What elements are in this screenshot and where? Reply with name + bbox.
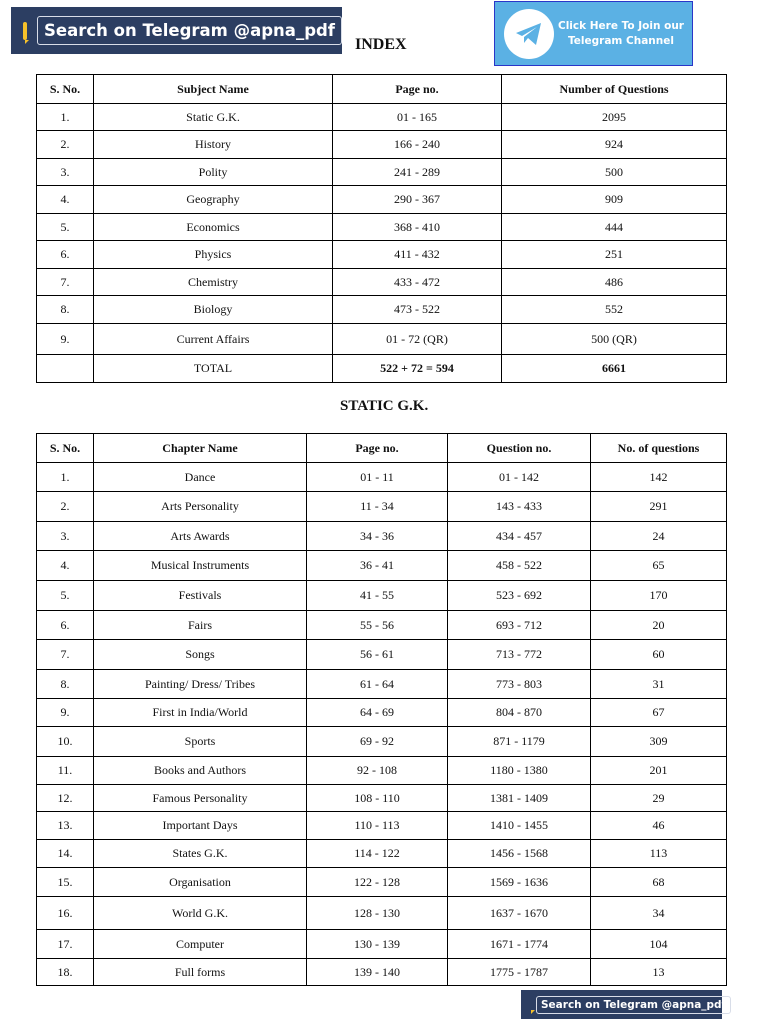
- cell-sno: 6.: [37, 241, 94, 269]
- cell-sno: 1.: [37, 463, 94, 492]
- join-channel-text: [554, 19, 692, 49]
- cell-sno: 16.: [37, 897, 94, 930]
- cell-question-range: 01 - 142: [448, 463, 591, 492]
- cell-page: 41 - 55: [307, 581, 448, 611]
- cell-page: 01 - 72 (QR): [333, 324, 502, 355]
- cell-count: 24: [591, 522, 727, 551]
- cell-subject: Polity: [94, 159, 333, 186]
- table-row: [37, 670, 727, 699]
- cell-count: 65: [591, 551, 727, 581]
- table-row: [37, 324, 727, 355]
- cell-sno: 5.: [37, 581, 94, 611]
- cell-page: 473 - 522: [333, 296, 502, 324]
- cell-total-pages: 522 + 72 = 594: [333, 355, 502, 383]
- cell-page: 61 - 64: [307, 670, 448, 699]
- cell-count: 104: [591, 930, 727, 959]
- cell-page: 36 - 41: [307, 551, 448, 581]
- cell-sno: 7.: [37, 640, 94, 670]
- cell-sno: 12.: [37, 785, 94, 812]
- cell-question-range: 143 - 433: [448, 492, 591, 522]
- cell-sno: 9.: [37, 699, 94, 727]
- cell-subject: Chemistry: [94, 269, 333, 296]
- cell-page: 166 - 240: [333, 131, 502, 159]
- cell-question-range: 1671 - 1774: [448, 930, 591, 959]
- telegram-search-banner-bottom[interactable]: [521, 990, 727, 1019]
- cell-page: 128 - 130: [307, 897, 448, 930]
- index-header-row: [37, 75, 727, 104]
- cell-count: 29: [591, 785, 727, 812]
- cell-question-range: 871 - 1179: [448, 727, 591, 757]
- cell-count: 2095: [502, 104, 727, 131]
- cell-count: 251: [502, 241, 727, 269]
- cell-subject: Physics: [94, 241, 333, 269]
- cell-count: 309: [591, 727, 727, 757]
- cell-chapter: Important Days: [94, 812, 307, 840]
- cell-sno: 7.: [37, 269, 94, 296]
- telegram-plane-icon: [504, 9, 554, 59]
- cell-page: 290 - 367: [333, 186, 502, 214]
- cell-chapter: Fairs: [94, 611, 307, 640]
- static-gk-table: [36, 433, 727, 986]
- cell-chapter: Arts Personality: [94, 492, 307, 522]
- cell-subject: Economics: [94, 214, 333, 241]
- table-row: [37, 463, 727, 492]
- cell-page: 241 - 289: [333, 159, 502, 186]
- cell-chapter: Famous Personality: [94, 785, 307, 812]
- header-sno: S. No.: [37, 75, 94, 104]
- table-row: [37, 241, 727, 269]
- cell-total-label: TOTAL: [94, 355, 333, 383]
- cell-chapter: Arts Awards: [94, 522, 307, 551]
- table-row: [37, 897, 727, 930]
- cell-count: 113: [591, 840, 727, 868]
- static-gk-title: STATIC G.K.: [340, 398, 429, 414]
- cell-sno: 10.: [37, 727, 94, 757]
- telegram-search-banner-top[interactable]: [11, 7, 342, 54]
- banner-text: Search on Telegram @apna_pdf: [37, 16, 342, 45]
- cell-sno: 4.: [37, 551, 94, 581]
- table-row: [37, 959, 727, 986]
- cell-subject: History: [94, 131, 333, 159]
- cell-page: 01 - 165: [333, 104, 502, 131]
- cell-question-range: 1410 - 1455: [448, 812, 591, 840]
- cell-sno: 13.: [37, 812, 94, 840]
- table-row: [37, 757, 727, 785]
- cell-count: 444: [502, 214, 727, 241]
- cell-page: 110 - 113: [307, 812, 448, 840]
- table-row: [37, 640, 727, 670]
- cell-subject: Static G.K.: [94, 104, 333, 131]
- cell-question-range: 1381 - 1409: [448, 785, 591, 812]
- cell-sno: [37, 355, 94, 383]
- cell-count: 20: [591, 611, 727, 640]
- cell-count: 500 (QR): [502, 324, 727, 355]
- cell-sno: 15.: [37, 868, 94, 897]
- table-row: [37, 581, 727, 611]
- table-row: [37, 611, 727, 640]
- cell-count: 486: [502, 269, 727, 296]
- cell-chapter: Festivals: [94, 581, 307, 611]
- cell-count: 13: [591, 959, 727, 986]
- table-row: [37, 785, 727, 812]
- cell-sno: 6.: [37, 611, 94, 640]
- cell-question-range: 458 - 522: [448, 551, 591, 581]
- cell-sno: 2.: [37, 492, 94, 522]
- table-row: [37, 930, 727, 959]
- cell-page: 368 - 410: [333, 214, 502, 241]
- chat-bubble-icon: [23, 22, 27, 40]
- cell-question-range: 1180 - 1380: [448, 757, 591, 785]
- table-row: [37, 868, 727, 897]
- banner-text: Search on Telegram @apna_pdf: [536, 996, 731, 1014]
- table-row: [37, 269, 727, 296]
- table-row: [37, 522, 727, 551]
- cell-question-range: 773 - 803: [448, 670, 591, 699]
- table-row: [37, 214, 727, 241]
- cell-question-range: 1456 - 1568: [448, 840, 591, 868]
- cell-count: 291: [591, 492, 727, 522]
- cell-sno: 17.: [37, 930, 94, 959]
- cell-chapter: Painting/ Dress/ Tribes: [94, 670, 307, 699]
- cell-question-range: 523 - 692: [448, 581, 591, 611]
- header-page-no: Page no.: [307, 434, 448, 463]
- total-row: [37, 355, 727, 383]
- cell-total-questions: 6661: [502, 355, 727, 383]
- header-no-of-questions: No. of questions: [591, 434, 727, 463]
- cell-question-range: 1637 - 1670: [448, 897, 591, 930]
- cell-question-range: 1775 - 1787: [448, 959, 591, 986]
- cell-question-range: 434 - 457: [448, 522, 591, 551]
- cell-page: 411 - 432: [333, 241, 502, 269]
- cell-page: 122 - 128: [307, 868, 448, 897]
- table-row: [37, 840, 727, 868]
- index-title: INDEX: [355, 36, 407, 53]
- cell-chapter: World G.K.: [94, 897, 307, 930]
- cell-sno: 18.: [37, 959, 94, 986]
- cell-count: 552: [502, 296, 727, 324]
- cell-count: 34: [591, 897, 727, 930]
- cell-count: 68: [591, 868, 727, 897]
- cell-chapter: Sports: [94, 727, 307, 757]
- cell-chapter: Computer: [94, 930, 307, 959]
- cell-sno: 14.: [37, 840, 94, 868]
- cell-subject: Geography: [94, 186, 333, 214]
- cell-count: 924: [502, 131, 727, 159]
- cell-page: 55 - 56: [307, 611, 448, 640]
- cell-question-range: 713 - 772: [448, 640, 591, 670]
- cell-count: 201: [591, 757, 727, 785]
- header-sno: S. No.: [37, 434, 94, 463]
- cell-sno: 3.: [37, 522, 94, 551]
- table-row: [37, 699, 727, 727]
- header-question-no: Question no.: [448, 434, 591, 463]
- cell-question-range: 1569 - 1636: [448, 868, 591, 897]
- cell-count: 170: [591, 581, 727, 611]
- table-row: [37, 186, 727, 214]
- cell-count: 67: [591, 699, 727, 727]
- cell-page: 69 - 92: [307, 727, 448, 757]
- cell-page: 92 - 108: [307, 757, 448, 785]
- cell-page: 56 - 61: [307, 640, 448, 670]
- cell-count: 31: [591, 670, 727, 699]
- cell-chapter: First in India/World: [94, 699, 307, 727]
- cell-subject: Biology: [94, 296, 333, 324]
- table-row: [37, 492, 727, 522]
- header-subject-name: Subject Name: [94, 75, 333, 104]
- header-number-of-questions: Number of Questions: [502, 75, 727, 104]
- cell-count: 500: [502, 159, 727, 186]
- cell-question-range: 693 - 712: [448, 611, 591, 640]
- table-row: [37, 727, 727, 757]
- cell-chapter: Full forms: [94, 959, 307, 986]
- cell-sno: 8.: [37, 296, 94, 324]
- cell-page: 108 - 110: [307, 785, 448, 812]
- table-row: [37, 551, 727, 581]
- table-row: [37, 296, 727, 324]
- cell-count: 142: [591, 463, 727, 492]
- cell-chapter: Songs: [94, 640, 307, 670]
- join-line-1: Click Here To Join our: [558, 19, 684, 32]
- cell-chapter: Organisation: [94, 868, 307, 897]
- table-row: [37, 812, 727, 840]
- cell-page: 11 - 34: [307, 492, 448, 522]
- cell-sno: 2.: [37, 131, 94, 159]
- static-header-row: [37, 434, 727, 463]
- cell-sno: 8.: [37, 670, 94, 699]
- cell-chapter: Books and Authors: [94, 757, 307, 785]
- cell-chapter: Dance: [94, 463, 307, 492]
- cell-sno: 5.: [37, 214, 94, 241]
- table-row: [37, 104, 727, 131]
- join-telegram-channel-button[interactable]: [494, 1, 693, 66]
- cell-sno: 11.: [37, 757, 94, 785]
- cell-question-range: 804 - 870: [448, 699, 591, 727]
- cell-page: 139 - 140: [307, 959, 448, 986]
- cell-page: 01 - 11: [307, 463, 448, 492]
- cell-page: 34 - 36: [307, 522, 448, 551]
- cell-page: 64 - 69: [307, 699, 448, 727]
- cell-count: 46: [591, 812, 727, 840]
- cell-count: 60: [591, 640, 727, 670]
- cell-sno: 1.: [37, 104, 94, 131]
- index-table: [36, 74, 727, 383]
- cell-sno: 4.: [37, 186, 94, 214]
- cell-page: 114 - 122: [307, 840, 448, 868]
- table-row: [37, 131, 727, 159]
- cell-sno: 3.: [37, 159, 94, 186]
- table-row: [37, 159, 727, 186]
- cell-page: 433 - 472: [333, 269, 502, 296]
- cell-chapter: Musical Instruments: [94, 551, 307, 581]
- cell-sno: 9.: [37, 324, 94, 355]
- header-page-no: Page no.: [333, 75, 502, 104]
- cell-count: 909: [502, 186, 727, 214]
- cell-subject: Current Affairs: [94, 324, 333, 355]
- cell-page: 130 - 139: [307, 930, 448, 959]
- join-line-2: Telegram Channel: [568, 34, 674, 47]
- header-chapter-name: Chapter Name: [94, 434, 307, 463]
- cell-chapter: States G.K.: [94, 840, 307, 868]
